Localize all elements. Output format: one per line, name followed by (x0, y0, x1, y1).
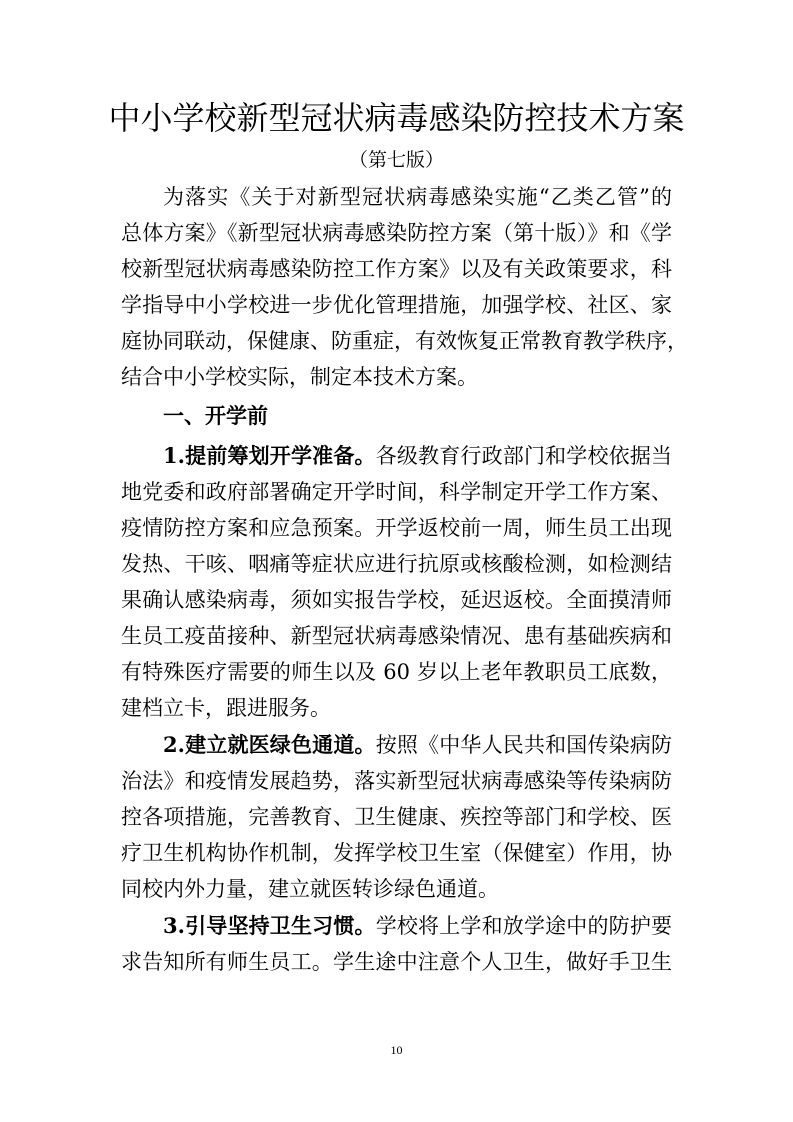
page-number: 10 (390, 1043, 403, 1057)
intro-line: 学指导中小学校进一步优化管理措施，加强学校、社区、家 (121, 293, 672, 317)
intro-line: 校新型冠状病毒感染防控工作方案》以及有关政策要求，科 (121, 257, 672, 281)
item-first-line (163, 438, 672, 474)
document-title: 中小学校新型冠状病毒感染防控技术方案 (108, 99, 685, 137)
item-line: 求告知所有师生员工。学生途中注意个人卫生，做好手卫生 (121, 950, 672, 974)
item-first-line (163, 908, 672, 944)
item-line: 控各项措施，完善教育、卫生健康、疾控等部门和学校、医 (121, 805, 672, 829)
item-line: 疫情防控方案和应急预案。开学返校前一周，师生员工出现 (121, 516, 672, 540)
document-edition: （第七版） (348, 149, 444, 171)
item-line: 建档立卡，跟进服务。 (121, 696, 331, 720)
item-line: 果确认感染病毒，须如实报告学校，延迟返校。全面摸清师 (121, 588, 672, 612)
intro-line: 为落实《关于对新型冠状病毒感染实施“乙类乙管”的 (163, 185, 672, 209)
item-line: 治法》和疫情发展趋势，落实新型冠状病毒感染等传染病防 (121, 769, 672, 793)
intro-line: 结合中小学校实际，制定本技术方案。 (121, 365, 478, 389)
section-heading: 一、开学前 (163, 404, 268, 428)
item-text: 学校将上学和放学途中的防护要 (375, 914, 672, 938)
item-line: 疗卫生机构协作机制，发挥学校卫生室（保健室）作用，协 (121, 841, 672, 865)
item-line: 地党委和政府部署确定开学时间，科学制定开学工作方案、 (121, 480, 672, 504)
item-text: 各级教育行政部门和学校依据当 (375, 444, 672, 468)
item-line: 有特殊医疗需要的师生以及 60 岁以上老年教职员工底数， (121, 660, 672, 684)
item-line: 发热、干咳、咽痛等症状应进行抗原或核酸检测，如检测结 (121, 552, 672, 576)
item-title: 2.建立就医绿色通道。 (163, 732, 376, 757)
item-first-line (163, 727, 672, 763)
intro-line: 庭协同联动，保健康、防重症，有效恢复正常教育教学秩序， (121, 329, 688, 353)
item-line: 同校内外力量，建立就医转诊绿色通道。 (121, 877, 499, 901)
item-line: 生员工疫苗接种、新型冠状病毒感染情况、患有基础疾病和 (121, 624, 672, 648)
item-text: 按照《中华人民共和国传染病防 (375, 733, 672, 757)
item-title: 3.引导坚持卫生习惯。 (163, 913, 376, 938)
item-title: 1.提前筹划开学准备。 (163, 443, 376, 468)
intro-line: 总体方案》《新型冠状病毒感染防控方案（第十版）》和《学 (121, 221, 672, 245)
